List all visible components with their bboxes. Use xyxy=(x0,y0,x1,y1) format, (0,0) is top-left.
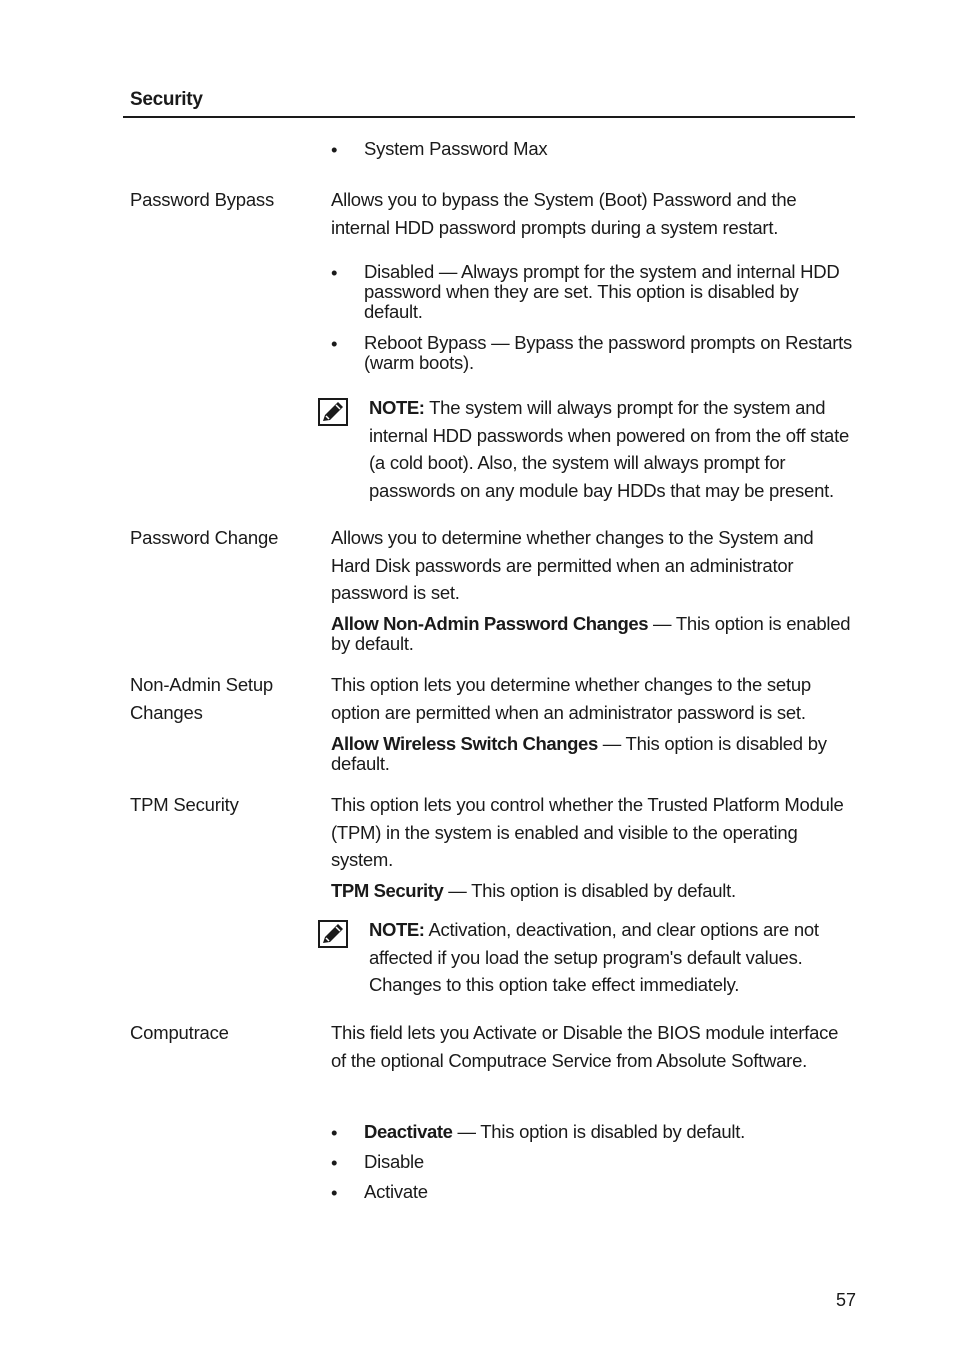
page-number: 57 xyxy=(836,1290,857,1310)
option-name: TPM Security xyxy=(331,880,444,901)
bullet-text xyxy=(364,1122,856,1142)
option-name: Disabled xyxy=(364,261,434,282)
option-name: Reboot Bypass xyxy=(364,332,487,353)
setting-option xyxy=(331,881,856,901)
bullet-text xyxy=(364,262,856,322)
setting-label-password-change: Password Change xyxy=(130,527,279,548)
setting-description: This field lets you Activate or Disable the BIOS module interface of the optional Computrace Service from Absolute Software. xyxy=(331,1022,839,1071)
setting-description: This option lets you control whether the Trusted Platform Module (TPM) in the system is enabled and visible to the operating system. xyxy=(331,794,844,870)
section-title: Security xyxy=(130,89,203,110)
bullet-dot: • xyxy=(331,1182,338,1203)
setting-label-password-bypass: Password Bypass xyxy=(130,189,275,210)
setting-label-non-admin-setup xyxy=(130,671,310,726)
bullet-dot: • xyxy=(331,262,338,283)
bullet-text: Disable xyxy=(364,1151,424,1172)
setting-label-computrace: Computrace xyxy=(130,1022,229,1043)
bullet-text: System Password Max xyxy=(364,138,548,159)
bullet-dot: • xyxy=(331,1152,338,1173)
setting-option xyxy=(331,614,856,654)
header-divider xyxy=(123,116,855,118)
setting-description: Allows you to bypass the System (Boot) Password and the internal HDD password prompts during a system restart. xyxy=(331,189,797,238)
bullet-dot: • xyxy=(331,139,338,160)
option-detail: — This option is disabled by default. xyxy=(331,733,827,774)
option-name: Deactivate xyxy=(364,1121,453,1142)
option-detail: — Always prompt for the system and internal HDD password when they are set. This option is disabled by default. xyxy=(364,261,840,322)
note-label: NOTE: xyxy=(369,919,425,940)
bullet-text: Activate xyxy=(364,1181,428,1202)
note-text xyxy=(369,916,856,999)
setting-description: Allows you to determine whether changes to the System and Hard Disk passwords are permitted when an administrator password is set. xyxy=(331,527,814,603)
bullet-text xyxy=(364,333,856,373)
bullet-dot: • xyxy=(331,1122,338,1143)
setting-label-tpm-security: TPM Security xyxy=(130,794,239,815)
label-line: Changes xyxy=(130,701,203,723)
option-name: Allow Non-Admin Password Changes xyxy=(331,613,649,634)
note-body: The system will always prompt for the system and internal HDD passwords when powered on from the off state (a cold boot). Also, the system will always prompt for passwords on any module bay HDDs that may be present. xyxy=(369,397,850,501)
note-body: Activation, deactivation, and clear options are not affected if you load the setup program's default values. Changes to this option take effect immediately. xyxy=(369,919,819,995)
option-detail: — This option is disabled by default. xyxy=(448,880,736,901)
setting-option xyxy=(331,734,856,774)
option-detail: — This option is disabled by default. xyxy=(457,1121,746,1142)
option-detail: — This option is enabled by default. xyxy=(331,613,851,654)
option-name: Allow Wireless Switch Changes xyxy=(331,733,598,754)
label-line: Non-Admin Setup xyxy=(130,674,274,695)
note-pencil-icon xyxy=(318,398,348,426)
option-detail: — Bypass the password prompts on Restarts (warm boots). xyxy=(364,332,853,373)
setting-description: This option lets you determine whether changes to the setup option are permitted when an administrator password is set. xyxy=(331,674,811,723)
note-pencil-icon xyxy=(318,920,348,948)
note-label: NOTE: xyxy=(369,397,425,418)
bullet-dot: • xyxy=(331,333,338,354)
note-text xyxy=(369,394,856,504)
